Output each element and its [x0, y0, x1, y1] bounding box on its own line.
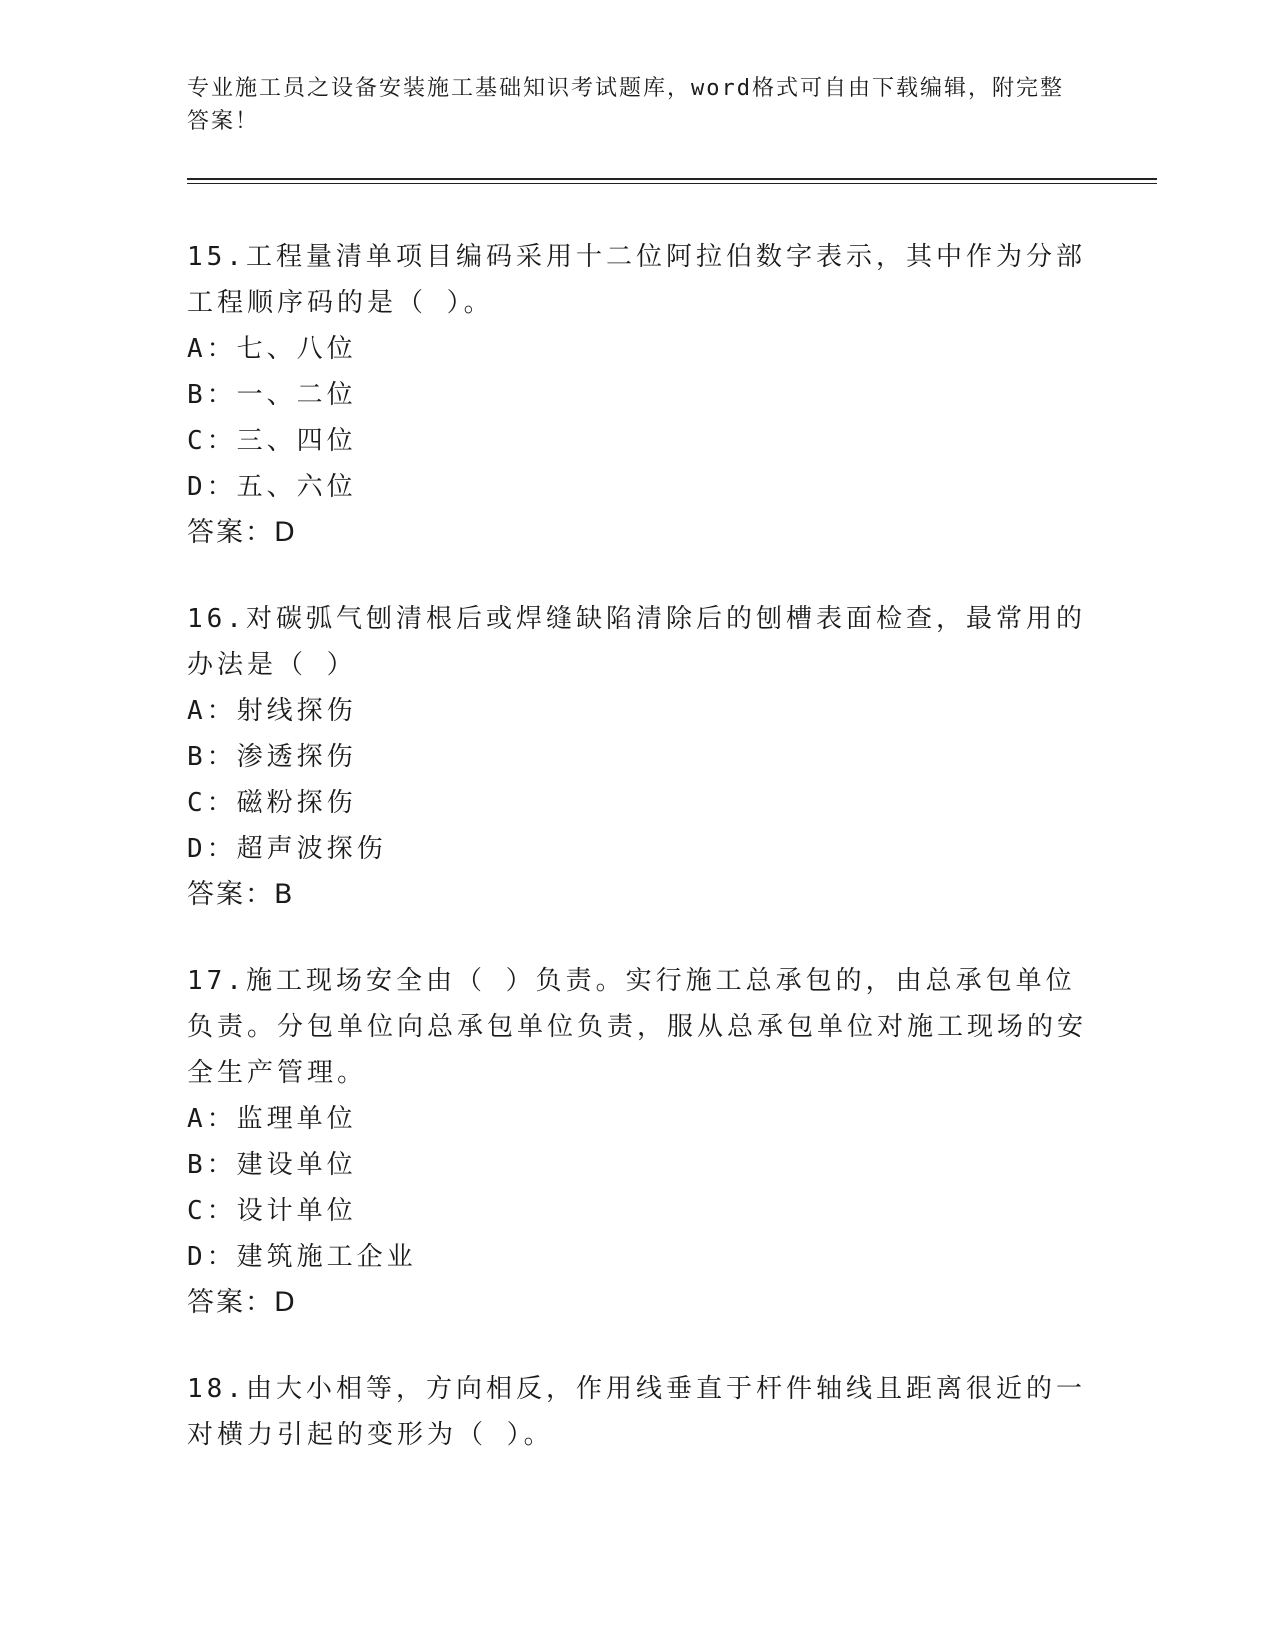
- answer-value: D: [274, 1287, 295, 1318]
- option-c: C：设计单位: [187, 1196, 357, 1226]
- option-a: A：七、八位: [187, 334, 357, 364]
- answer-label: 答案：: [187, 879, 274, 910]
- question-16: [187, 596, 1087, 918]
- question-stem: 18.由大小相等，方向相反，作用线垂直于杆件轴线且距离很近的一对横力引起的变形为（ ）。: [187, 1374, 1086, 1450]
- answer-label: 答案：: [187, 517, 274, 548]
- option-d: D：五、六位: [187, 472, 357, 502]
- question-17: [187, 958, 1087, 1326]
- header-divider-thin: [187, 183, 1157, 184]
- option-c: C：三、四位: [187, 426, 357, 456]
- question-15: [187, 234, 1087, 556]
- answer-value: D: [274, 517, 295, 548]
- answer-line: [187, 872, 1087, 918]
- option-a: A：监理单位: [187, 1104, 357, 1134]
- question-stem: 17.施工现场安全由（ ）负责。实行施工总承包的，由总承包单位负责。分包单位向总承包单位负责，服从总承包单位对施工现场的安全生产管理。: [187, 966, 1088, 1088]
- question-list: [187, 234, 1087, 1498]
- answer-value: B: [274, 879, 293, 910]
- option-a: A：射线探伤: [187, 696, 357, 726]
- document-header: 专业施工员之设备安装施工基础知识考试题库，word格式可自由下载编辑，附完整答案！: [187, 76, 1064, 134]
- answer-line: [187, 1280, 1087, 1326]
- option-b: B：建设单位: [187, 1150, 357, 1180]
- option-b: B：渗透探伤: [187, 742, 357, 772]
- answer-label: 答案：: [187, 1287, 274, 1318]
- option-c: C：磁粉探伤: [187, 788, 357, 818]
- answer-line: [187, 510, 1087, 556]
- option-d: D：建筑施工企业: [187, 1242, 417, 1272]
- header-divider-thick: [187, 178, 1157, 180]
- option-d: D：超声波探伤: [187, 834, 387, 864]
- option-b: B：一、二位: [187, 380, 357, 410]
- question-stem: 15.工程量清单项目编码采用十二位阿拉伯数字表示，其中作为分部工程顺序码的是（ ）。: [187, 242, 1086, 318]
- question-stem: 16.对碳弧气刨清根后或焊缝缺陷清除后的刨槽表面检查，最常用的办法是（ ）: [187, 604, 1086, 680]
- question-18: [187, 1366, 1087, 1458]
